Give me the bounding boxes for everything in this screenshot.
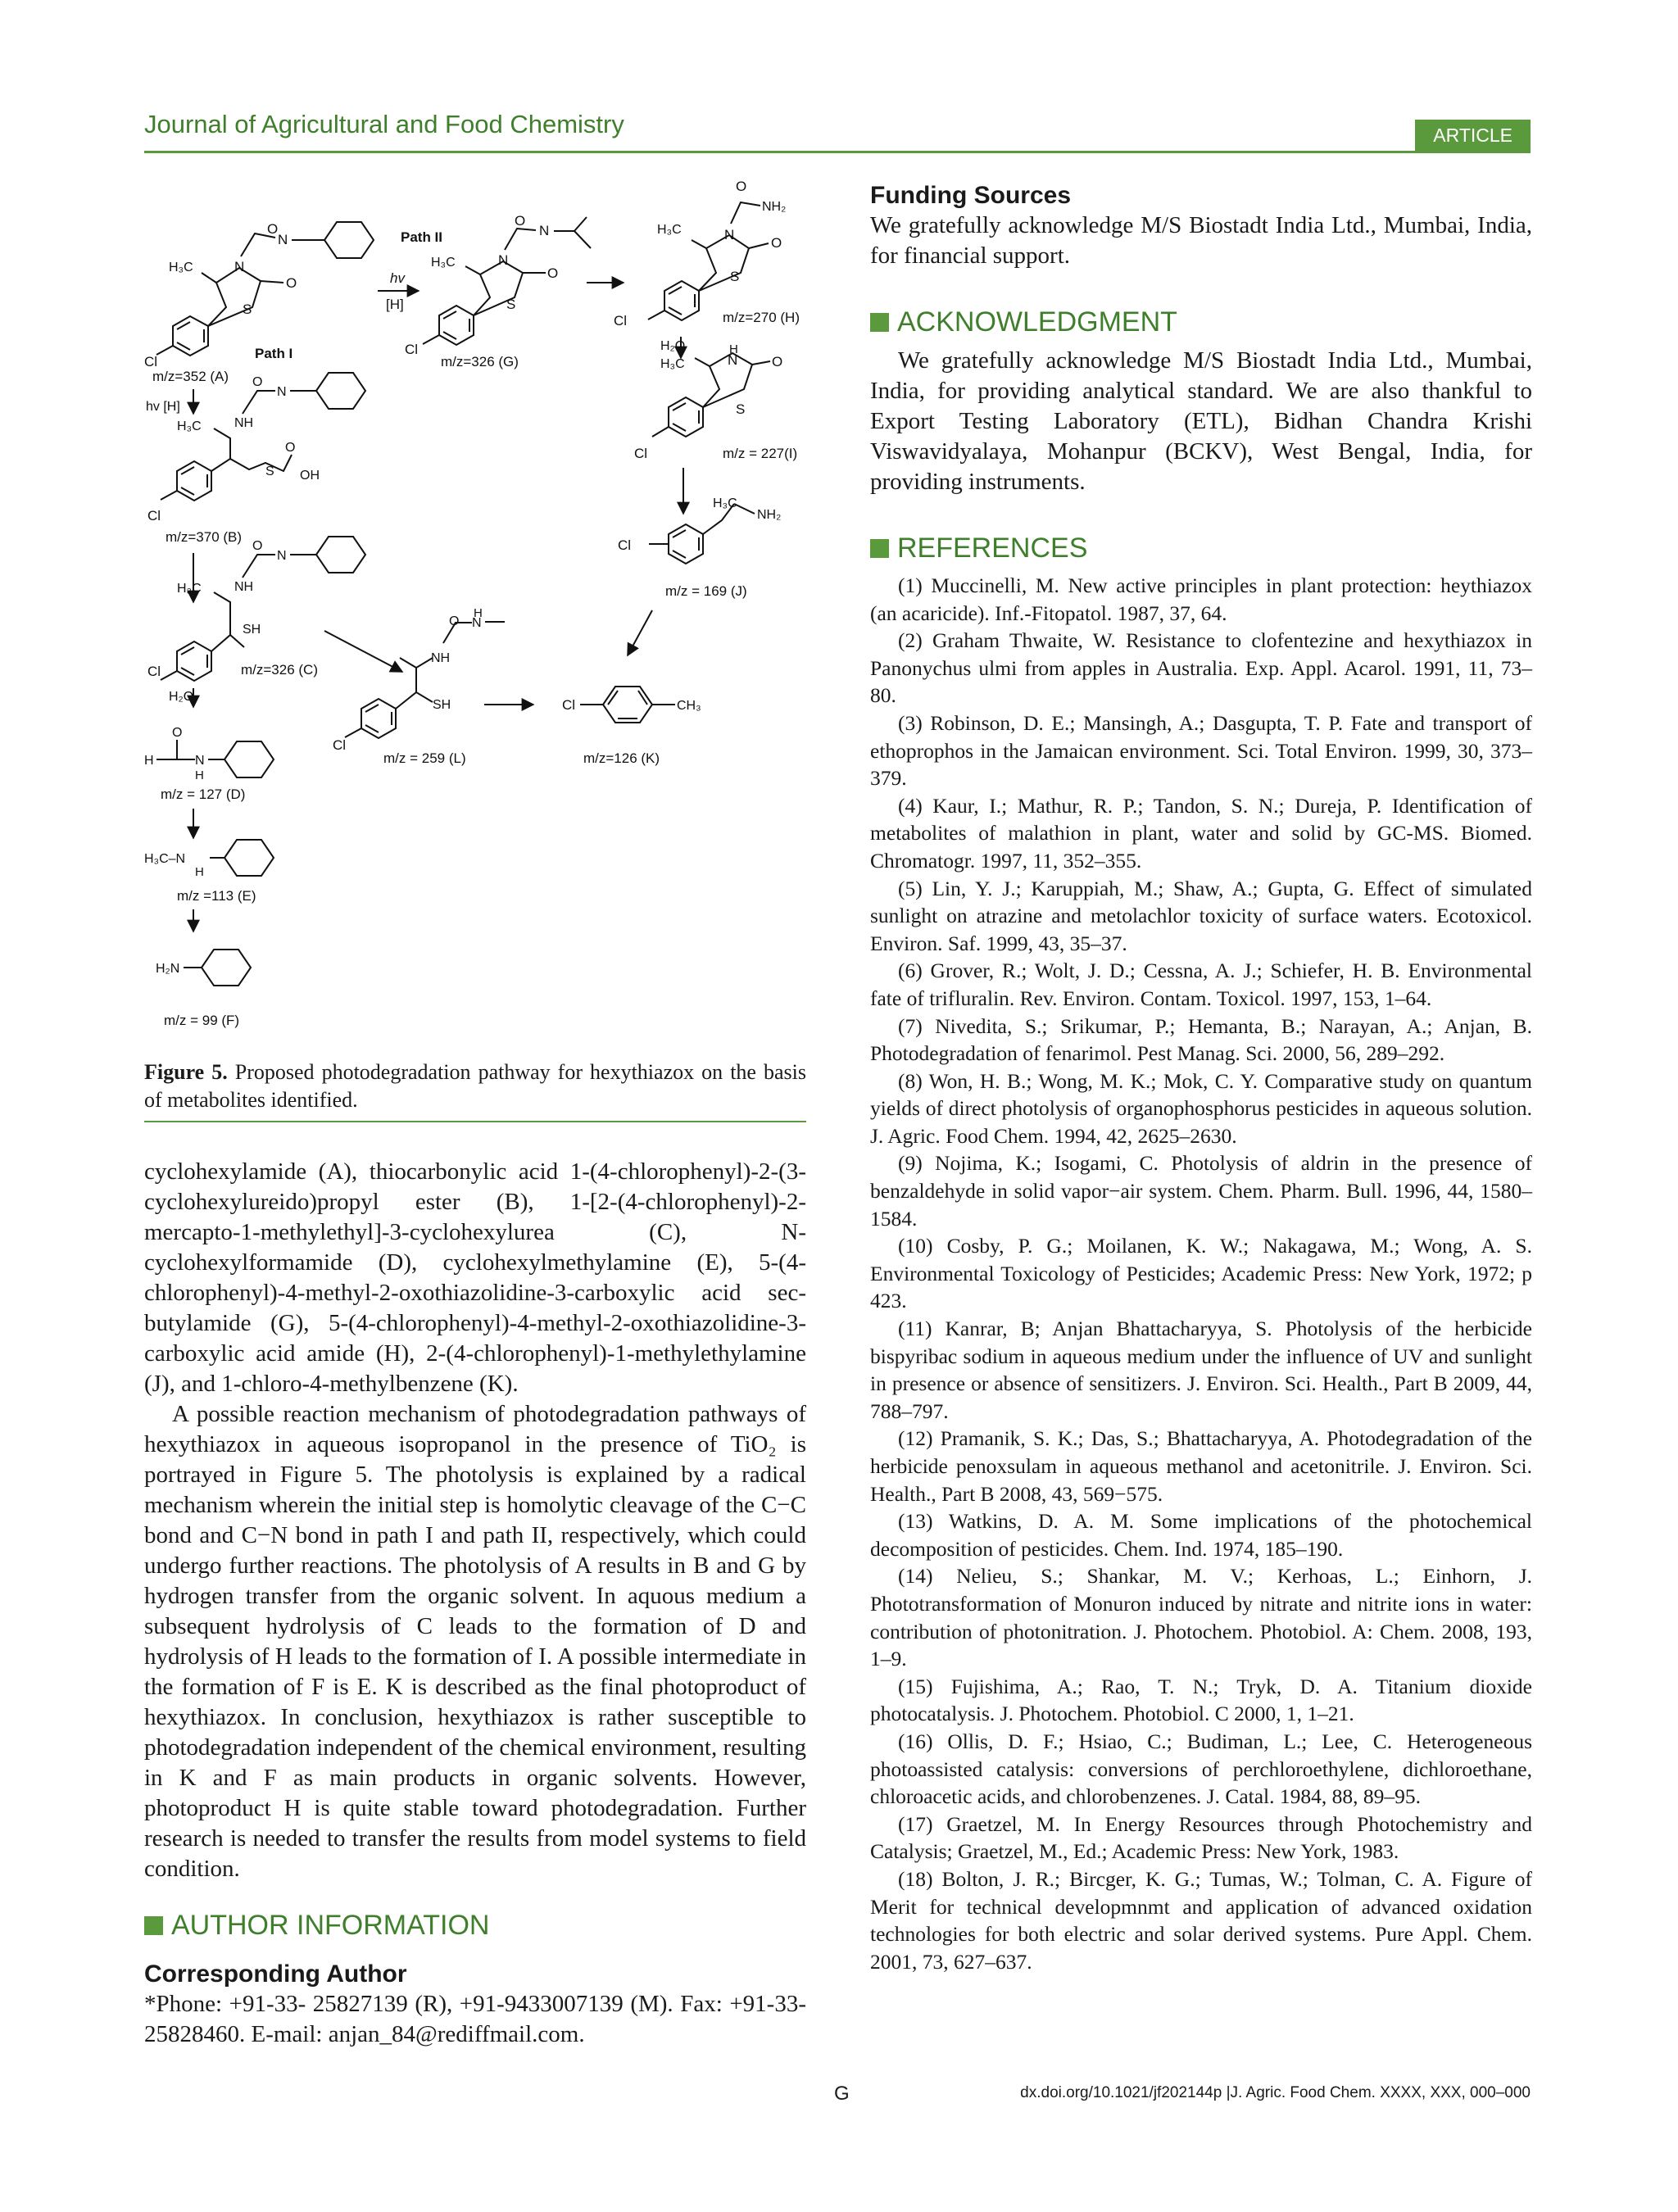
o-atom-g2: O <box>515 213 526 229</box>
h2o-label-hi: H₂O <box>660 339 686 353</box>
h-atom-e: H <box>195 865 204 879</box>
n-atom-h: N <box>724 227 735 243</box>
o-atom-a2: O <box>267 221 279 237</box>
o-atom-l: O <box>449 614 460 628</box>
reference-item: (2) Graham Thwaite, W. Resistance to clofentezine and hexythiazox in Panonychus ulmi from apples in Australia. Exp. Appl. Acarol. 1991, 11, 73–80. <box>870 628 1532 708</box>
o-atom-c: O <box>252 539 263 553</box>
label-a: m/z=352 (A) <box>152 369 229 384</box>
figure-caption <box>144 1058 806 1114</box>
n-atom-d: N <box>195 754 205 768</box>
cl-atom-c: Cl <box>147 664 161 679</box>
label-k: m/z=126 (K) <box>583 750 660 766</box>
cl-atom-i: Cl <box>634 446 648 461</box>
compound-i-structure <box>634 342 782 461</box>
label-d: m/z = 127 (D) <box>161 786 246 802</box>
h-atom-i: H <box>729 342 738 356</box>
o-atom-b2: O <box>252 375 263 389</box>
h3c-a: H₃C <box>169 261 193 274</box>
cl-atom-h: Cl <box>614 313 628 329</box>
nh2-atom-h: NH₂ <box>762 200 787 214</box>
n-atom-g: N <box>498 252 509 268</box>
reference-item: (7) Nivedita, S.; Srikumar, P.; Hemanta, B.; Narayan, A.; Anjan, B. Photodegradation of fenarimol. Pest Manag. Sci. 2000, 56, 289–292. <box>870 1013 1532 1066</box>
section-square-icon <box>144 1916 163 1935</box>
reference-item: (15) Fujishima, A.; Rao, T. N.; Tryk, D. A. Titanium dioxide photocatalysis. J. Photochem. Photobiol. C 2000, 1, 1–21. <box>870 1674 1532 1726</box>
figure-divider <box>144 1121 806 1122</box>
o-atom-g: O <box>547 265 559 281</box>
label-i: m/z = 227(I) <box>723 446 798 461</box>
section-square-icon <box>870 313 889 332</box>
funding-text: We gratefully acknowledge M/S Biostadt India Ltd., Mumbai, India, for financial support. <box>870 212 1532 269</box>
reference-item: (6) Grover, R.; Wolt, J. D.; Cessna, A. J.; Schiefer, H. B. Environmental fate of trifluralin. Rev. Environ. Contam. Toxicol. 1997, 153, 1–64. <box>870 959 1532 1010</box>
reference-item: (1) Muccinelli, M. New active principles in plant protection: heythiazox (an acaricide). Inf.-Fitopatol. 1987, 37, 64. <box>870 573 1532 625</box>
label-j: m/z = 169 (J) <box>665 583 747 599</box>
h3c-c: H₃C <box>177 582 202 596</box>
nh-atom-l: NH <box>431 651 451 665</box>
label-c: m/z=326 (C) <box>241 662 318 678</box>
nh-atom-a: N <box>278 232 288 247</box>
nh2-atom-j: NH₂ <box>757 508 782 522</box>
compound-c-structure <box>147 537 365 681</box>
reference-item: (5) Lin, Y. J.; Karuppiah, M.; Shaw, A.; Gupta, G. Effect of simulated sunlight on atrazine and metolachlor toxicity of surface waters. Ecotoxicol. Environ. Saf. 1999, 43, 35–37. <box>870 876 1532 955</box>
nh-atom-g: N <box>539 223 550 238</box>
n-atom-a: N <box>234 259 245 274</box>
doi-link[interactable]: dx.doi.org/10.1021/jf202144p |J. Agric. Food Chem. XXXX, XXX, 000–000 <box>1020 2084 1531 2101</box>
body-paragraph-2: A possible reaction mechanism of photodegradation pathways of hexythiazox in aqueous isopropanol in the presence of TiO₂ is portrayed in Figure 5. The photolysis is explained by a radical mechanism wherein the initial step is homolytic cleavage of the C−C bond and C−N bond in path I and path II, respectively, which could undergo further reactions. The photolysis of A results in B and G by hydrogen transfer from the organic solvent. In aquous medium a subsequent hydrolysis of C leads to the formation of D and hydrolysis of H leads to the formation of I. A possible intermediate in the formation of F is E. K is described as the final photoproduct of hexythiazox. In conclusion, hexythiazox is rather susceptible to photodegradation independent of the chemical environment, resulting in K and F as main products in organic solvents. However, photoproduct H is quite stable toward photodegradation. Further research is needed to transfer the results from model systems to field condition. <box>144 1401 806 1882</box>
n-atom-c: N <box>277 549 287 563</box>
o-atom-a: O <box>286 275 297 291</box>
n-atom-i: N <box>728 352 738 368</box>
s-atom-b: S <box>265 465 274 478</box>
right-column <box>870 180 1532 1975</box>
funding-heading: Funding Sources <box>870 182 1072 209</box>
n-atom-b: N <box>277 385 287 399</box>
reference-item: (3) Robinson, D. E.; Mansingh, A.; Dasgupta, T. P. Fate and transport of ethoprophos in the Jamaican environment. Sci. Total Environ. 1999, 30, 373–379. <box>870 710 1532 791</box>
hv-label: hv <box>390 270 405 286</box>
ch3-atom-k: CH₃ <box>677 699 701 713</box>
n-atom-l: N <box>472 616 482 630</box>
page-header <box>144 108 1531 153</box>
reference-item: (18) Bolton, J. R.; Bircger, K. G.; Tumas, W.; Tolman, C. A. Figure of Merit for technical developmnmt and application of advanced oxidation technologies for both electric and solar derived systems. Pure Appl. Chem. 2001, 73, 627–637. <box>870 1866 1532 1974</box>
reference-list <box>870 572 1532 1975</box>
nh-atom-b: NH <box>234 416 254 430</box>
reference-item: (9) Nojima, K.; Isogami, C. Photolysis of aldrin in the presence of benzaldehyde in solid vapor−air system. Chem. Pharm. Bull. 1996, 44, 1580–1584. <box>870 1151 1532 1231</box>
h-atom-d2: H <box>195 768 204 782</box>
page-number: G <box>834 2083 850 2105</box>
reference-item: (10) Cosby, P. G.; Moilanen, K. W.; Nakagawa, M.; Wong, A. S. Environmental Toxicology of Pesticides; Academic Press: New York, 1972; p 423. <box>870 1234 1532 1313</box>
corresponding-author-heading: Corresponding Author <box>144 1960 407 1988</box>
s-atom-a: S <box>243 301 252 317</box>
label-g: m/z=326 (G) <box>441 354 519 369</box>
compound-b-structure <box>147 373 365 524</box>
h-atom-d: H <box>144 754 154 768</box>
reference-item: (8) Won, H. B.; Wong, M. K.; Mok, C. Y. Comparative study on quantum yields of direct photolysis of organophosphorus pesticides in aqueous solution. J. Agric. Food Chem. 1994, 42, 2625–2630. <box>870 1068 1532 1148</box>
h3c-g: H₃C <box>431 256 456 270</box>
h-atom-l: H <box>474 606 483 620</box>
s-atom-h: S <box>730 269 740 284</box>
cl-atom-b: Cl <box>147 508 161 524</box>
oh-atom-b: OH <box>300 469 320 483</box>
compound-d-structure <box>144 726 274 782</box>
journal-title: Journal of Agricultural and Food Chemistry <box>144 110 624 138</box>
h3c-b: H₃C <box>177 419 202 433</box>
o-atom-h: O <box>771 235 782 251</box>
section-square-icon <box>870 539 889 558</box>
compound-f-structure <box>156 950 251 986</box>
s-atom-i: S <box>736 401 746 417</box>
reaction-scheme <box>144 176 808 1036</box>
figure-caption-text: Proposed photodegradation pathway for hexythiazox on the basis of metabolites identified. <box>144 1060 806 1112</box>
acknowledgment-heading: ACKNOWLEDGMENT <box>870 307 1532 338</box>
h3c-j: H₃C <box>713 496 737 510</box>
corresponding-author-contact: *Phone: +91-33- 25827139 (R), +91-9433007139 (M). Fax: +91-33-25828460. E-mail: anjan_84@rediffmail.com. <box>144 1991 806 2047</box>
cl-atom-k: Cl <box>562 697 576 713</box>
reference-item: (4) Kaur, I.; Mathur, R. P.; Tandon, S. N.; Dureja, P. Identification of metabolites of malathion in plant, water and solid by GC-MS. Biomed. Chromatogr. 1997, 11, 352–355. <box>870 793 1532 873</box>
label-l: m/z = 259 (L) <box>383 750 466 766</box>
compound-k-structure <box>562 687 701 723</box>
cl-atom-a: Cl <box>144 354 158 369</box>
label-h: m/z=270 (H) <box>723 310 800 325</box>
reference-item: (14) Nelieu, S.; Shankar, M. V.; Kerhoas, L.; Einhorn, J. Phototransformation of Monuron induced by nitrate and nitrite ions in water: contribution of photonitration. J. Photochem. Photobiol. A: Chem. 2008, 193, 1–9. <box>870 1564 1532 1671</box>
o-atom-b: O <box>285 441 296 455</box>
o-atom-i: O <box>772 354 783 369</box>
compound-e-structure <box>144 840 274 879</box>
h3c-h: H₃C <box>657 223 682 237</box>
author-information-section <box>144 1911 806 2050</box>
reference-item: (17) Graetzel, M. In Energy Resources through Photochemistry and Catalysis; Graetzel, M., Ed.; Academic Press: New York, 1983. <box>870 1811 1532 1864</box>
reference-item: (12) Pramanik, S. K.; Das, S.; Bhattacharyya, A. Photodegradation of the herbicide penoxsulam in aqueous methanol and acetonitrile. J. Environ. Sci. Health., Part B 2008, 43, 569−575. <box>870 1426 1532 1506</box>
author-info-heading: AUTHOR INFORMATION <box>144 1911 806 1941</box>
cl-atom-j: Cl <box>618 537 632 553</box>
sh-atom-l: SH <box>433 698 451 712</box>
o-atom-d: O <box>172 726 183 740</box>
left-column-body <box>144 1157 806 1884</box>
hv-h-label: hv [H] <box>146 400 180 414</box>
compound-h-structure <box>614 179 786 329</box>
h2n-atom-f: H₂N <box>156 962 180 976</box>
reference-item: (16) Ollis, D. F.; Hsiao, C.; Budiman, L.; Lee, C. Heterogeneous photoassisted catalysis: conversions of perchloroethylene, dichloroethane, chloroacetic acids, and chlorobenzenes. J. Catal. 1984, 88, 89–95. <box>870 1729 1532 1809</box>
h-label: [H] <box>386 297 404 312</box>
body-paragraph-1: cyclohexylamide (A), thiocarbonylic acid 1-(4-chlorophenyl)-2-(3-cyclohexylureido)propyl ester (B), 1-[2-(4-chlorophenyl)-2-mercapto-1-methylethyl]-3-cyclohexylurea (C), N-cyclohexylformamide (D), cyclohexylmethylamine (E), 5-(4-chlorophenyl)-4-methyl-2-oxothiazolidine-3-carboxylic acid sec-butylamide (G), 5-(4-chlorophenyl)-4-methyl-2-oxothiazolidine-3-carboxylic acid amide (H), 2-(4-chlorophenyl)-1-methylethylamine (J), and 1-chloro-4-methylbenzene (K). <box>144 1158 806 1397</box>
label-b: m/z=370 (B) <box>166 529 243 545</box>
cl-atom-g: Cl <box>405 342 419 357</box>
sh-atom-c: SH <box>243 623 261 637</box>
h3cn-atom-e: H₃C–N <box>144 852 186 866</box>
path-ii-label: Path II <box>401 229 443 245</box>
compound-l-structure <box>333 606 505 753</box>
label-e: m/z =113 (E) <box>177 888 256 904</box>
h3c-i: H₃C <box>660 357 685 371</box>
acknowledgment-text: We gratefully acknowledge M/S Biostadt India Ltd., Mumbai, India, for providing analytical standard. We are also thankful to Export Testing Laboratory (ETL), Bidhan Chandra Krishi Viswavidyalaya, Mohanpur (BCKV), West Bengal, India, for providing instruments. <box>870 347 1532 495</box>
compound-j-structure <box>618 496 781 564</box>
label-f: m/z = 99 (F) <box>164 1013 240 1028</box>
reference-item: (13) Watkins, D. A. M. Some implications of the photochemical decomposition of pesticides. Chem. Ind. 1974, 185–190. <box>870 1509 1532 1561</box>
cl-atom-l: Cl <box>333 737 347 753</box>
figure-label: Figure 5. <box>144 1060 228 1084</box>
nh-atom-c: NH <box>234 580 254 594</box>
reference-item: (11) Kanrar, B; Anjan Bhattacharyya, S. Photolysis of the herbicide bispyribac sodium in aqueous medium under the influence of UV and sunlight in presence or absence of sensitizers. J. Environ. Sci. Health., Part B 2009, 44, 788–797. <box>870 1317 1532 1423</box>
references-heading: REFERENCES <box>870 533 1532 564</box>
path-i-label: Path I <box>255 346 293 361</box>
s-atom-g: S <box>506 297 516 312</box>
article-badge: ARTICLE <box>1415 120 1531 151</box>
h2o-label-cd: H₂O <box>169 690 194 704</box>
o-atom-h2: O <box>736 179 747 194</box>
